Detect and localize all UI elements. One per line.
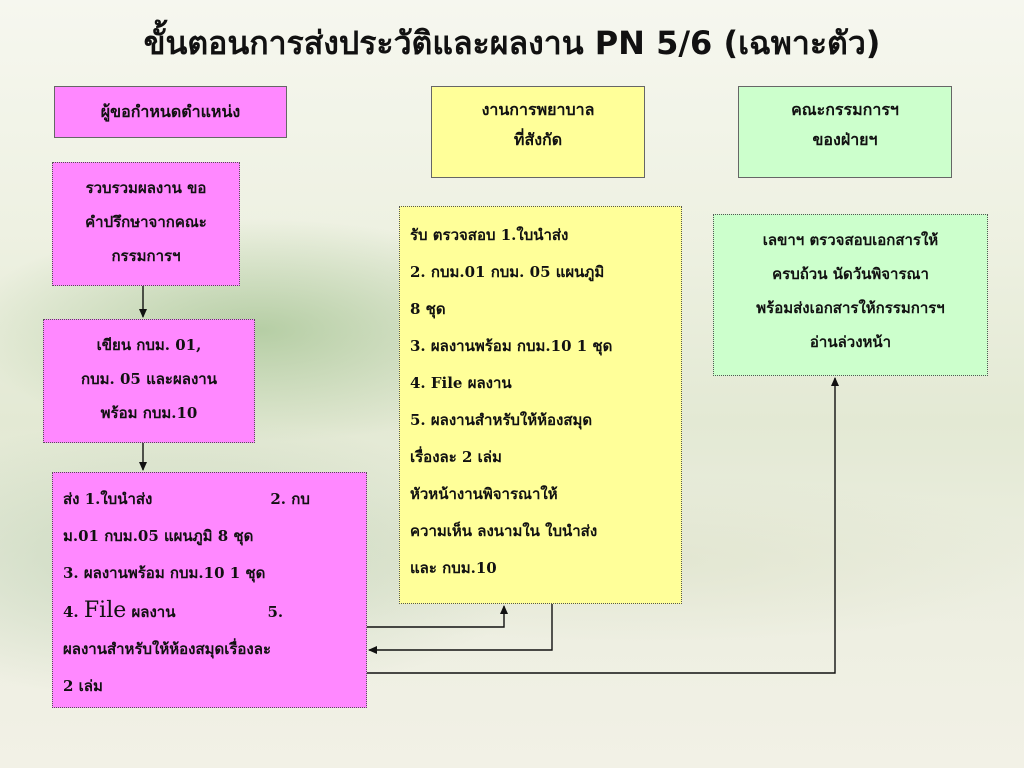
step3-line4-num: 5.	[267, 603, 284, 621]
header-nursing-line: ที่สังกัด	[513, 130, 563, 149]
step-line: กบม. 05 และผลงาน	[81, 370, 217, 388]
step-line: กรรมการฯ	[111, 247, 181, 265]
step-line: พร้อม กบม.10	[100, 404, 198, 422]
review-line: 4. File ผลงาน	[410, 374, 512, 392]
step3-line1a: ส่ง 1.ใบนำส่ง	[63, 490, 153, 508]
review-line: 3. ผลงานพร้อม กบม.10 1 ชุด	[410, 337, 613, 355]
committee-line: ครบถ้วน นัดวันพิจารณา	[772, 265, 929, 283]
header-nursing-line: งานการพยาบาล	[481, 100, 595, 119]
committee-line: อ่านล่วงหน้า	[809, 333, 892, 351]
arrow-step3-to-nursing	[367, 606, 504, 627]
header-committee-line: คณะกรรมการฯ	[791, 100, 899, 119]
step3-line4-suffix: ผลงาน	[131, 603, 176, 621]
header-committee-line: ของฝ่ายฯ	[812, 130, 878, 149]
review-line: ความเห็น ลงนามใน ใบนำส่ง	[410, 522, 598, 540]
page-title: ขั้นตอนการส่งประวัติและผลงาน PN 5/6 (เฉพาะตัว)	[143, 24, 881, 62]
review-line: 2. กบม.01 กบม. 05 แผนภูมิ	[410, 263, 605, 281]
step-line: 3. ผลงานพร้อม กบม.10 1 ชุด	[63, 564, 266, 582]
step-line: เขียน กบม. 01,	[96, 336, 202, 354]
committee-line: พร้อมส่งเอกสารให้กรรมการฯ	[756, 299, 945, 317]
review-line: 5. ผลงานสำหรับให้ห้องสมุด	[410, 411, 593, 429]
step-line: ผลงานสำหรับให้ห้องสมุดเรื่องละ	[63, 640, 272, 658]
review-line: หัวหน้างานพิจารณาให้	[410, 485, 558, 503]
arrow-step3-to-committee	[367, 378, 835, 673]
step3-line4-prefix: 4.	[63, 603, 79, 621]
header-applicant-label: ผู้ขอกำหนดตำแหน่ง	[100, 102, 241, 121]
review-line: และ กบม.10	[410, 559, 497, 577]
committee-line: เลขาฯ ตรวจสอบเอกสารให้	[762, 231, 939, 249]
step-line: ม.01 กบม.05 แผนภูมิ 8 ชุด	[63, 527, 254, 545]
review-line: รับ ตรวจสอบ 1.ใบนำส่ง	[410, 226, 569, 244]
step3-line1b: 2. กบ	[270, 490, 310, 508]
step-line: 2 เล่ม	[63, 677, 103, 695]
review-line: 8 ชุด	[410, 300, 446, 318]
step-line: คำปรึกษาจากคณะ	[85, 213, 207, 231]
step3-line4-file: File	[83, 598, 127, 623]
review-line: เรื่องละ 2 เล่ม	[410, 448, 502, 466]
step-line: รวบรวมผลงาน ขอ	[85, 179, 207, 197]
